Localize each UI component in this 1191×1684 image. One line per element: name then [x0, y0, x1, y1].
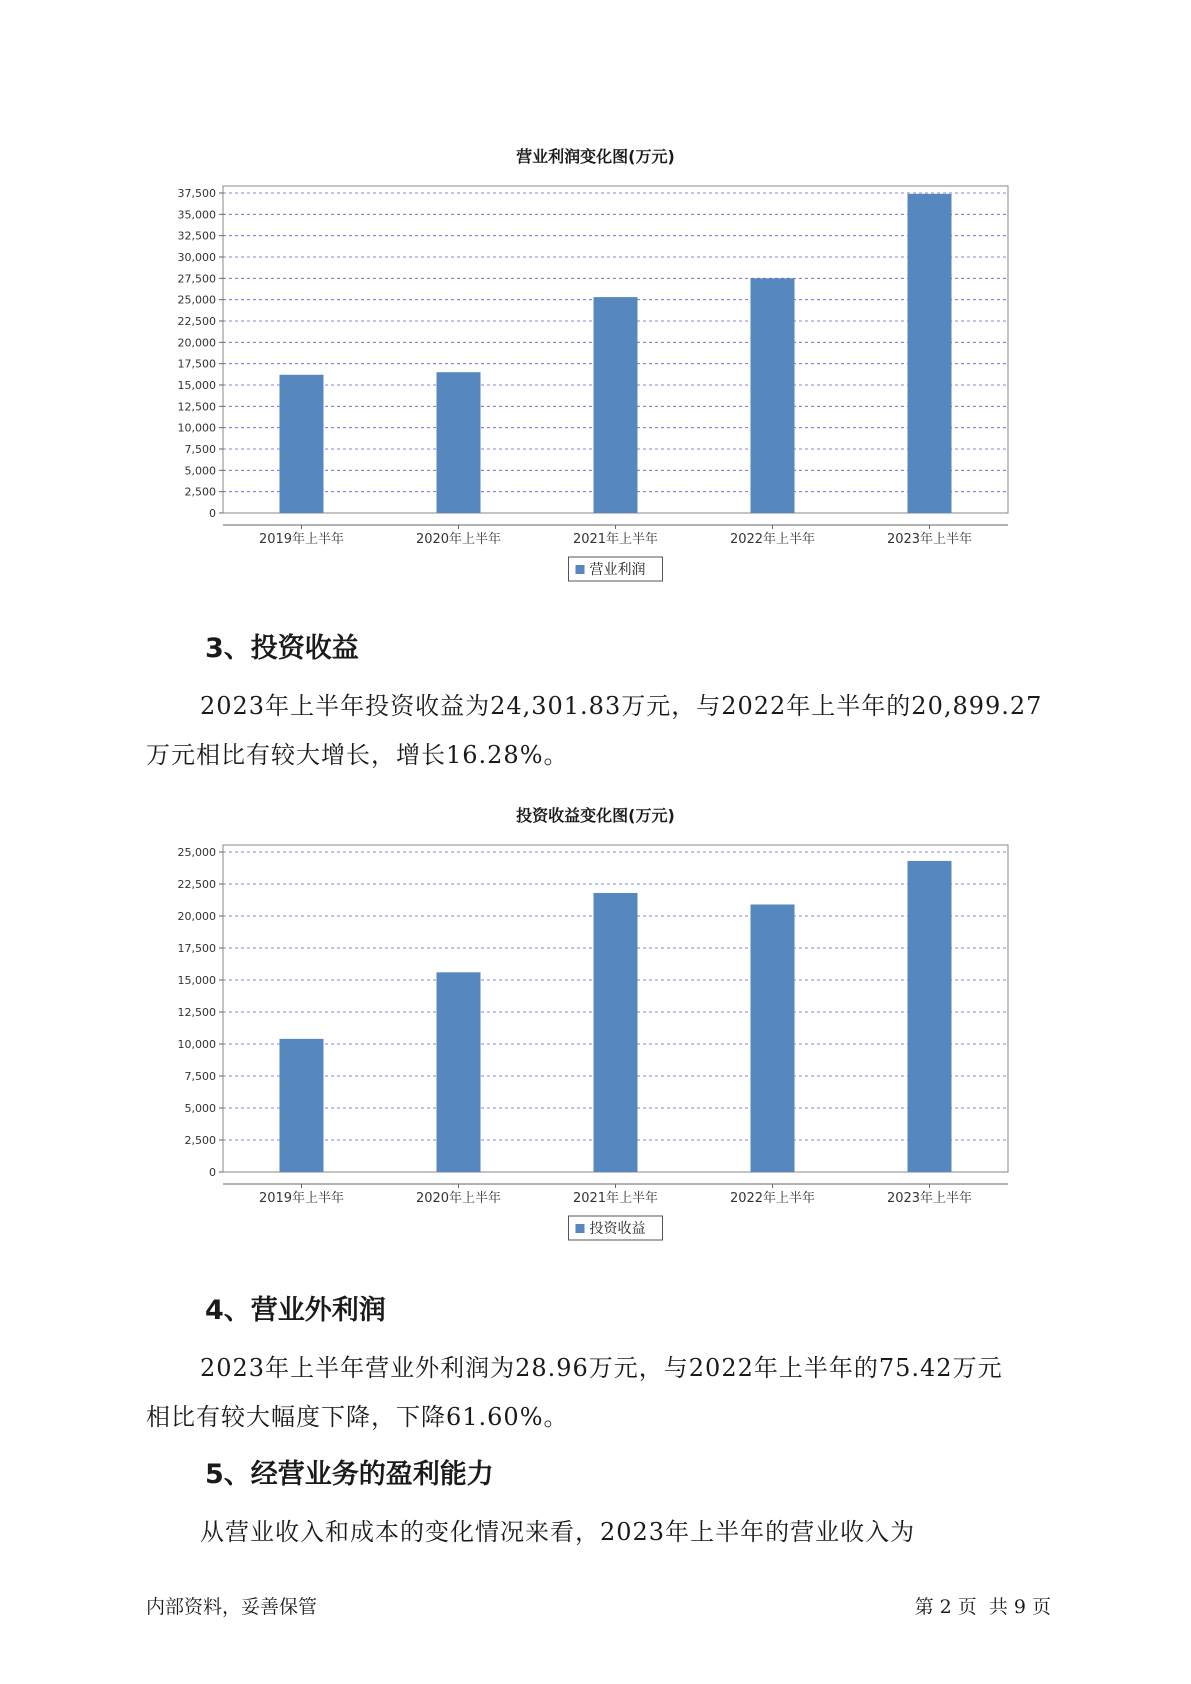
footer-page-number: 第 2 页 共 9 页 — [914, 1596, 1051, 1618]
footer-confidential-note: 内部资料，妥善保管 — [146, 1596, 318, 1618]
y-tick-label: 5,000 — [184, 464, 216, 478]
x-tick-label: 2019年上半年 — [258, 532, 345, 547]
y-tick-label: 7,500 — [184, 443, 216, 456]
x-tick-label: 2023年上半年 — [886, 1191, 973, 1206]
bar-4 — [751, 278, 795, 513]
y-tick-label: 12,500 — [177, 400, 216, 414]
bar-2 — [437, 372, 481, 513]
section4-heading: 4、营业外利润 — [205, 1295, 386, 1326]
legend-swatch — [576, 1224, 585, 1233]
y-tick-label: 27,500 — [177, 272, 216, 286]
bar-2 — [437, 972, 481, 1172]
y-tick-label: 2,500 — [184, 485, 216, 499]
y-tick-label: 10,000 — [177, 1038, 216, 1051]
x-tick-label: 2019年上半年 — [258, 1191, 345, 1206]
y-tick-label: 10,000 — [177, 421, 216, 435]
legend-label: 营业利润 — [589, 562, 646, 578]
section3-heading: 3、投资收益 — [205, 633, 359, 664]
x-tick-label: 2022年上半年 — [729, 532, 816, 547]
bar-1 — [280, 1039, 324, 1172]
y-tick-label: 20,000 — [177, 910, 216, 923]
y-tick-label: 5,000 — [184, 1102, 216, 1115]
y-tick-label: 35,000 — [177, 208, 216, 222]
section4-paragraph-line1: 2023年上半年营业外利润为28.96万元，与2022年上半年的75.42万元 — [200, 1354, 1003, 1382]
x-tick-label: 2023年上半年 — [886, 532, 973, 547]
y-tick-label: 25,000 — [177, 846, 216, 859]
y-tick-label: 30,000 — [177, 251, 216, 264]
section5-heading: 5、经营业务的盈利能力 — [205, 1459, 494, 1490]
y-tick-label: 2,500 — [184, 1134, 216, 1147]
x-tick-label: 2021年上半年 — [572, 532, 659, 547]
section3-paragraph-line2: 万元相比有较大增长，增长16.28%。 — [146, 741, 569, 769]
bar-3 — [594, 893, 638, 1172]
section5-paragraph-line1: 从营业收入和成本的变化情况来看，2023年上半年的营业收入为 — [200, 1518, 916, 1546]
bar-5 — [908, 861, 952, 1172]
bar-5 — [908, 194, 952, 513]
legend-label: 投资收益 — [589, 1221, 646, 1237]
y-tick-label: 20,000 — [177, 336, 216, 350]
y-tick-label: 22,500 — [177, 315, 216, 328]
bar-1 — [280, 375, 324, 513]
y-tick-label: 15,000 — [177, 379, 216, 392]
x-tick-label: 2020年上半年 — [415, 1191, 502, 1206]
x-tick-label: 2022年上半年 — [729, 1191, 816, 1206]
y-tick-label: 17,500 — [177, 357, 216, 371]
section3-paragraph-line1: 2023年上半年投资收益为24,301.83万元，与2022年上半年的20,899.27 — [200, 692, 1043, 720]
y-tick-label: 0 — [209, 1166, 216, 1179]
bar-4 — [751, 904, 795, 1172]
y-tick-label: 22,500 — [177, 878, 216, 891]
operating-profit-chart — [0, 170, 1191, 590]
chart2-title: 投资收益变化图(万元) — [516, 806, 675, 825]
section4-paragraph-line2: 相比有较大幅度下降，下降61.60%。 — [146, 1403, 569, 1431]
chart1-title: 营业利润变化图(万元) — [516, 147, 675, 166]
y-tick-label: 17,500 — [177, 942, 216, 955]
y-tick-label: 7,500 — [184, 1070, 216, 1083]
y-tick-label: 12,500 — [177, 1006, 216, 1019]
x-tick-label: 2020年上半年 — [415, 532, 502, 547]
y-tick-label: 0 — [209, 507, 216, 520]
y-tick-label: 37,500 — [177, 187, 216, 200]
x-tick-label: 2021年上半年 — [572, 1191, 659, 1206]
bar-3 — [594, 297, 638, 513]
investment-income-chart — [0, 829, 1191, 1249]
y-tick-label: 32,500 — [177, 229, 216, 243]
legend-swatch — [576, 565, 585, 574]
y-tick-label: 15,000 — [177, 974, 216, 987]
y-tick-label: 25,000 — [177, 293, 216, 307]
